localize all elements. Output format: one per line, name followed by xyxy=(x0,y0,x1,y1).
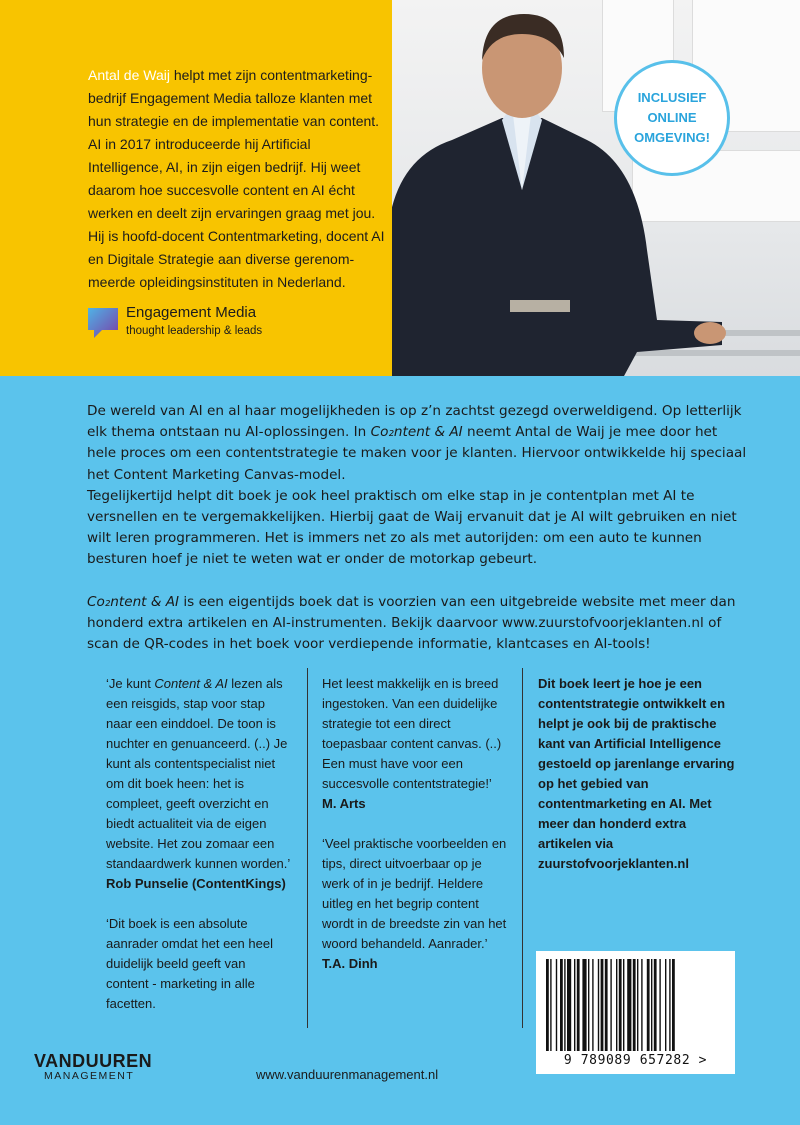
review-author: T.A. Dinh xyxy=(322,956,378,971)
review-2-start: ‘Dit boek is een absolute aanrader omdat het een heel duidelijk beeld geeft van content - marketing in alle facetten. xyxy=(106,916,273,1011)
review-2-end: Het leest makkelijk en is breed ingestoken. Van een duidelijke strategie tot een direct toepasbaar content canvas. (..) Een must have voor een succesvolle contentstrategie!’ M. Arts xyxy=(322,674,508,814)
author-figure xyxy=(392,0,800,376)
column-divider xyxy=(307,668,308,1028)
online-badge xyxy=(614,60,730,176)
review-3: ‘Veel praktische voorbeelden en tips, direct uitvoerbaar op je werk of in je bedrijf. Heldere uitleg en het begrip content wordt in de breedste zin van het woord behandeld. Aanrader.’ T.A. Dinh xyxy=(322,834,508,974)
book-summary: Dit boek leert je hoe je een contentstrategie ontwikkelt en helpt je ook bij de praktische kant van Artificial Intelligence gestoeld op jarenlange ervaring op het gebied van contentmarketing en AI. Met meer dan honderd extra artikelen via zuurstofvoorjeklanten.nl xyxy=(538,676,735,871)
publisher-logo xyxy=(34,1052,152,1082)
column-divider xyxy=(522,668,523,1028)
author-photo xyxy=(392,0,800,376)
author-name: Antal de Waij xyxy=(88,67,170,83)
review-column-1 xyxy=(106,674,291,1034)
review-author: Rob Punselie (ContentKings) xyxy=(106,876,286,891)
author-bio-text: helpt met zijn contentmarketing-bedrijf Engagement Media talloze klanten met hun strategie en de implementatie van content. AI in 2017 introduceerde hij Artificial Intelligence, AI, in zijn eigen bedrijf. Hij weet daarom hoe succesvolle content en AI écht werken en deelt zijn ervaringen graag met jou. Hij is hoofd-docent Contentmarketing, docent AI en Digitale Strategie aan diverse gerenom-meerde opleidingsinstituten in Nederland. xyxy=(88,67,385,290)
publisher-name: VANDUUREN xyxy=(34,1051,153,1071)
intro-paragraph-1: De wereld van AI en al haar mogelijkheden is op z’n zachtst gezegd overweldigend. Op letterlijk elk thema ontstaan nu AI-oplossingen. In Co₂ntent & AI neemt Antal de Waij je mee door het hele proces om een contentstrategie te maken voor je klanten. Hiervoor ontwikkelde hij speciaal het Content Marketing Canvas-model. Tegelijkertijd helpt dit boek je ook heel praktisch om elke stap in je contentplan met AI te versnellen en te vergemakkelijken. Hierbij gaat de Waij ervanuit dat je AI wilt gebruiken en niet wilt leren programmeren. Het is immers net zo als met autorijden: om een auto te kunnen besturen hoef je niet te weten wat er onder de motorkap gebeurt. xyxy=(87,403,747,568)
intro-text xyxy=(87,401,747,655)
review-1: ‘Je kunt Content & AI lezen als een reisgids, stap voor stap naar een einddoel. De toon is nuchter en genuanceerd. (..) Je kunt als contentspecialist niet om dit boek heen: het is compleet, geeft overzicht en biedt actualiteit via de eigen website. Het zou zomaar een standaardwerk kunnen worden.’ Rob Punselie (ContentKings) xyxy=(106,674,291,894)
author-bio xyxy=(88,64,388,294)
review-author: M. Arts xyxy=(322,796,366,811)
publisher-website: www.vanduurenmanagement.nl xyxy=(256,1067,439,1082)
review-column-2 xyxy=(322,674,508,994)
book-title: Co₂ntent & AI xyxy=(370,424,463,441)
company-tagline: thought leadership & leads xyxy=(126,325,263,337)
speech-bubble-icon xyxy=(88,308,118,338)
publisher-imprint: MANAGEMENT xyxy=(44,1070,135,1082)
isbn-barcode xyxy=(536,951,735,1074)
book-title: Co₂ntent & AI xyxy=(87,593,180,610)
intro-paragraph-2: Co₂ntent & AI is een eigentijds boek dat is voorzien van een uitgebreide website met meer dan honderd extra artikelen en AI-instrumenten. Bekijk daarvoor www.zuurstofvoorjeklanten.nl of scan de QR-codes in het boek voor verdiepende informatie, klantcases en AI-tools! xyxy=(87,593,736,653)
badge-text: INCLUSIEF ONLINE OMGEVING! xyxy=(634,90,710,145)
isbn-digits: 9 789089 657282 > xyxy=(563,1053,708,1068)
company-name: Engagement Media xyxy=(126,304,257,321)
barcode-bars xyxy=(546,959,725,1051)
